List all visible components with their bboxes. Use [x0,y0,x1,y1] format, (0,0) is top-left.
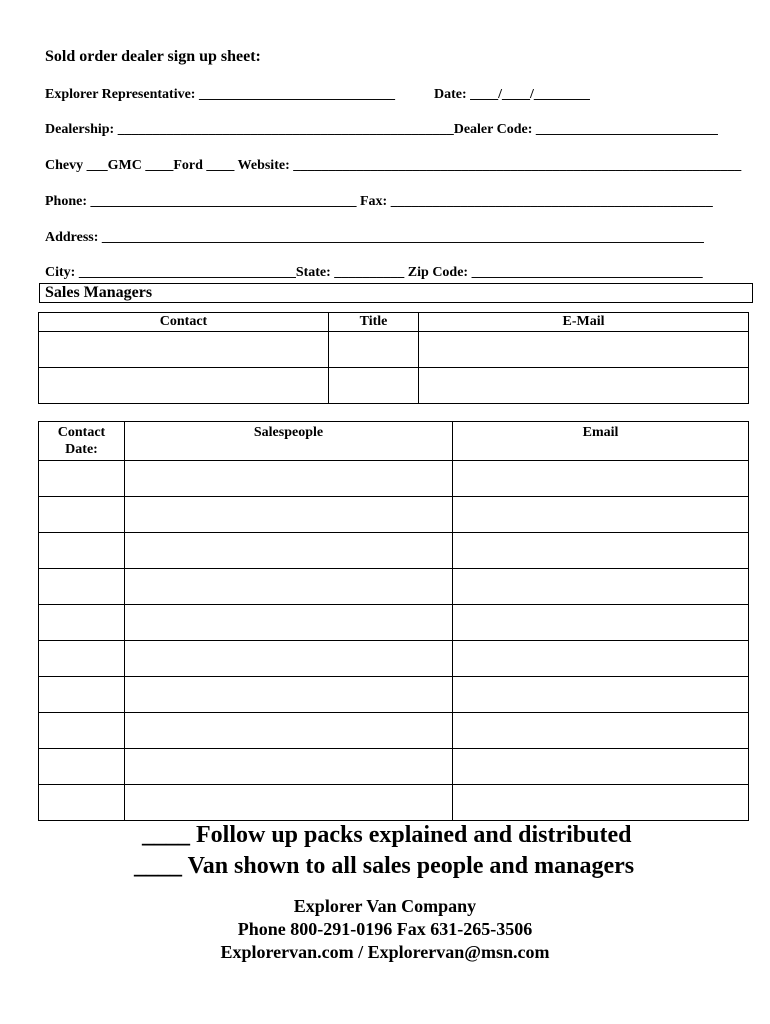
table-cell[interactable] [39,605,125,641]
van-shown-line[interactable]: ____ Van shown to all sales people and managers [134,853,635,879]
company-phone-fax: Phone 800-291-0196 Fax 631-265-3506 [237,919,533,939]
table-cell[interactable] [453,713,749,749]
table-cell[interactable] [453,533,749,569]
table-cell[interactable] [39,461,125,497]
table-row [39,368,749,404]
table-cell[interactable] [453,677,749,713]
table-cell[interactable] [453,749,749,785]
table-cell[interactable] [125,569,453,605]
table-row [39,677,749,713]
column-header-salespeople: Salespeople [125,422,453,461]
column-header-email: E-Mail [419,313,749,332]
address-field[interactable]: Address: ______________________________________________________________________________________ [45,230,704,245]
column-header-title: Title [329,313,419,332]
form-title: Sold order dealer sign up sheet: [45,48,261,65]
column-header-contact-date [39,422,125,461]
table-row [39,641,749,677]
table-cell[interactable] [125,605,453,641]
table-cell[interactable] [39,569,125,605]
phone-fax-field[interactable]: Phone: ______________________________________ Fax: ______________________________________________ [45,194,713,209]
follow-up-line[interactable]: ____ Follow up packs explained and distributed [142,822,632,848]
table-cell[interactable] [125,461,453,497]
table-cell[interactable] [39,497,125,533]
company-web-email: Explorervan.com / Explorervan@msn.com [220,942,550,962]
table-cell[interactable] [453,641,749,677]
table-cell[interactable] [453,605,749,641]
table-cell[interactable] [39,677,125,713]
table-cell[interactable] [125,785,453,821]
table-cell[interactable] [39,785,125,821]
table-row [39,461,749,497]
column-header-contact: Contact [39,313,329,332]
table-cell[interactable] [329,332,419,368]
table-row [39,713,749,749]
dealership-field[interactable]: Dealership: ________________________________________________Dealer Code: __________________________ [45,122,718,137]
table-cell[interactable] [125,677,453,713]
table-cell[interactable] [453,497,749,533]
table-cell[interactable] [39,533,125,569]
table-cell[interactable] [125,749,453,785]
sales-managers-heading: Sales Managers [39,283,753,303]
explorer-representative-field[interactable]: Explorer Representative: ____________________________ [45,87,395,102]
table-cell[interactable] [39,749,125,785]
table-cell[interactable] [125,641,453,677]
table-cell[interactable] [39,332,329,368]
table-cell[interactable] [125,497,453,533]
table-cell[interactable] [329,368,419,404]
salespeople-table [38,421,749,821]
table-row [39,785,749,821]
table-header-row [39,422,749,461]
table-cell[interactable] [125,713,453,749]
contact-date-label: Contact Date: [57,425,106,457]
table-row [39,605,749,641]
table-cell[interactable] [125,533,453,569]
sales-managers-table [38,312,749,404]
table-cell[interactable] [453,785,749,821]
table-cell[interactable] [39,713,125,749]
table-cell[interactable] [419,368,749,404]
column-header-email: Email [453,422,749,461]
table-row [39,332,749,368]
table-row [39,533,749,569]
table-row [39,497,749,533]
table-cell[interactable] [453,461,749,497]
table-header-row [39,313,749,332]
date-field[interactable]: Date: ____/____/________ [434,87,590,102]
table-row [39,569,749,605]
city-state-zip-field[interactable]: City: _______________________________State: __________ Zip Code: _________________________________ [45,265,703,280]
table-cell[interactable] [453,569,749,605]
table-cell[interactable] [39,641,125,677]
table-row [39,749,749,785]
table-cell[interactable] [419,332,749,368]
company-name: Explorer Van Company [293,896,477,916]
table-cell[interactable] [39,368,329,404]
brand-website-field[interactable]: Chevy ___GMC ____Ford ____ Website: ________________________________________________________________ [45,158,742,173]
